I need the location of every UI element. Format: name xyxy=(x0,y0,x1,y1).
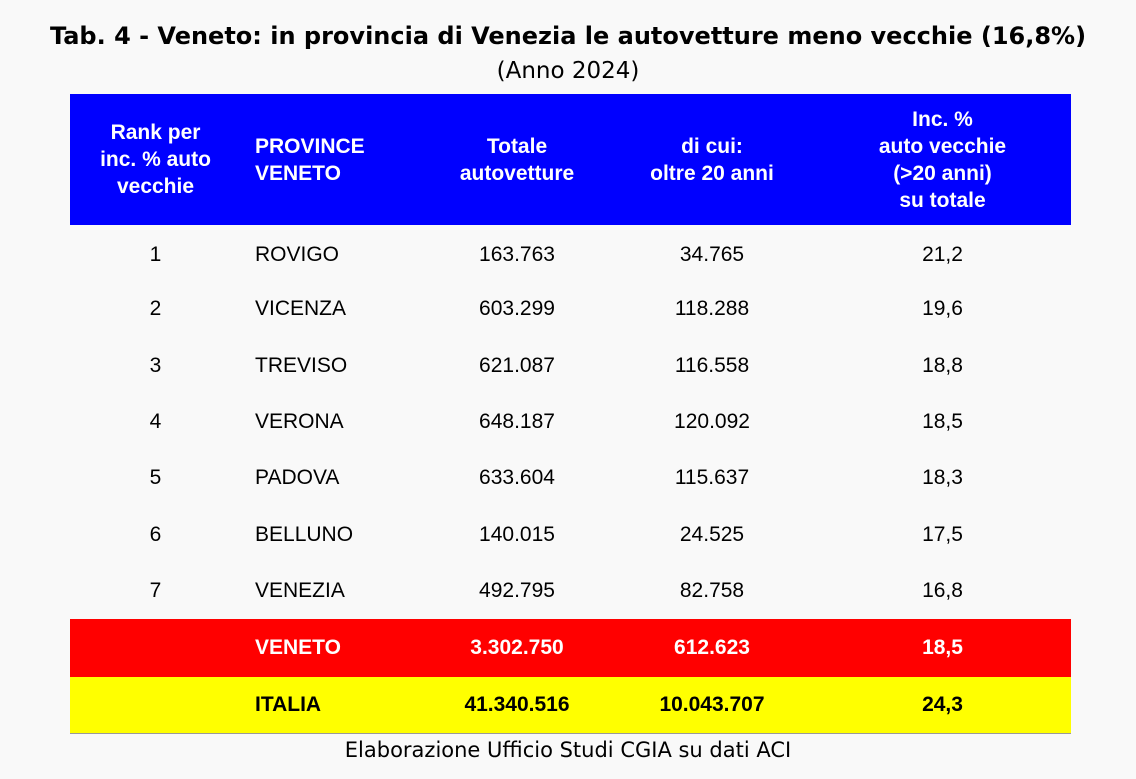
over20-cell: 82.758 xyxy=(679,578,745,602)
over20-cell: 118.288 xyxy=(674,297,750,321)
rank-cell: 7 xyxy=(149,578,162,602)
table-row xyxy=(70,450,1071,506)
total-cell: 3.302.750 xyxy=(470,636,564,660)
over20-cell: 10.043.707 xyxy=(659,692,765,716)
table-title: Tab. 4 - Veneto: in provincia di Venezia le autovetture meno vecchie (16,8%) xyxy=(49,22,1087,50)
table-row xyxy=(70,225,1071,281)
veneto-total-row xyxy=(70,619,1071,677)
table-subtitle: (Anno 2024) xyxy=(496,58,640,84)
province-cell: VICENZA xyxy=(255,297,347,321)
province-cell: VENEZIA xyxy=(255,578,345,602)
rank-cell: 5 xyxy=(149,466,162,490)
rank-cell: 6 xyxy=(149,522,162,546)
table-row xyxy=(70,394,1071,450)
total-cell: 41.340.516 xyxy=(464,692,570,716)
province-cell: BELLUNO xyxy=(255,522,354,546)
province-cell: ITALIA xyxy=(255,692,322,716)
pct-cell: 18,5 xyxy=(922,410,963,434)
pct-cell: 24,3 xyxy=(922,692,963,716)
header-rank: Rank per inc. % auto vecchie xyxy=(100,121,211,198)
header-province: PROVINCE VENETO xyxy=(255,134,365,185)
pct-cell: 21,2 xyxy=(922,242,963,266)
rank-cell: 4 xyxy=(149,410,162,434)
pct-cell: 18,8 xyxy=(922,353,963,377)
table-row xyxy=(70,563,1071,619)
over20-cell: 34.765 xyxy=(679,242,745,266)
rank-cell xyxy=(70,619,241,677)
rank-cell: 2 xyxy=(149,297,162,321)
over20-cell: 115.637 xyxy=(674,466,750,490)
header-row xyxy=(70,94,1071,225)
rank-cell: 1 xyxy=(149,242,162,266)
source-note: Elaborazione Ufficio Studi CGIA su dati ACI xyxy=(344,738,792,762)
header-pct: Inc. % auto vecchie (>20 anni) su totale xyxy=(878,107,1007,212)
province-cell: VERONA xyxy=(255,410,344,434)
table-row xyxy=(70,338,1071,394)
table-row xyxy=(70,281,1071,337)
over20-cell: 24.525 xyxy=(679,522,745,546)
total-cell: 492.795 xyxy=(479,578,555,602)
over20-cell: 116.558 xyxy=(674,353,750,377)
total-cell: 648.187 xyxy=(479,410,555,434)
over20-cell: 120.092 xyxy=(674,410,750,434)
pct-cell: 18,5 xyxy=(922,636,963,660)
total-cell: 140.015 xyxy=(479,522,555,546)
pct-cell: 18,3 xyxy=(922,466,963,490)
header-total: Totale autovetture xyxy=(459,134,575,185)
pct-cell: 16,8 xyxy=(922,578,963,602)
rank-cell: 3 xyxy=(149,353,162,377)
total-cell: 633.604 xyxy=(479,466,555,490)
over20-cell: 612.623 xyxy=(674,636,750,660)
province-cell: TREVISO xyxy=(255,353,348,377)
italia-total-row xyxy=(70,677,1071,733)
total-cell: 603.299 xyxy=(479,297,555,321)
province-cell: ROVIGO xyxy=(255,242,340,266)
province-cell: VENETO xyxy=(255,636,341,660)
pct-cell: 17,5 xyxy=(922,522,963,546)
pct-cell: 19,6 xyxy=(922,297,963,321)
header-over20: di cui: oltre 20 anni xyxy=(650,134,774,185)
total-cell: 163.763 xyxy=(479,242,555,266)
total-cell: 621.087 xyxy=(479,353,555,377)
data-table xyxy=(70,94,1071,734)
province-cell: PADOVA xyxy=(255,466,340,490)
rank-cell xyxy=(70,677,241,733)
table-row xyxy=(70,506,1071,562)
